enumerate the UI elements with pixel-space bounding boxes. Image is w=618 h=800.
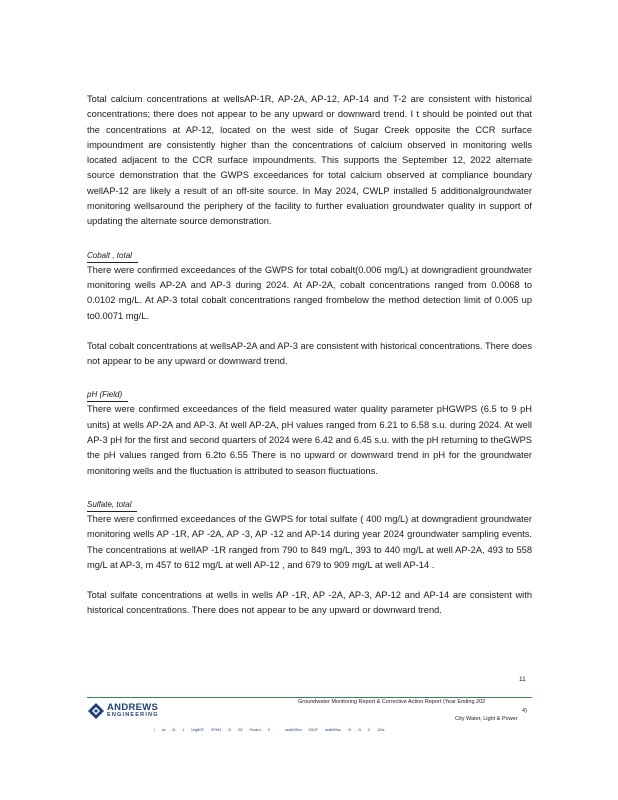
ph-heading: pH (Field) (87, 389, 128, 402)
report-title: Groundwater Monitoring Report & Corrective Action Report (Year Ending 202 (298, 699, 486, 705)
cobalt-paragraph: There were confirmed exceedances of the GWPS for total cobalt(0.006 mg/L) at downgradient groundwater monitoring wells AP-2A and AP-3 during 2024. At AP-2A, cobalt concentrations ranged from 0.0068 to 0.0102 mg/L. At AP-3 total cobalt concentrations ranged frombelow the method detection limit of 0.005 up to0.0071 mg/L. (87, 264, 532, 321)
calcium-paragraph: Total calcium concentrations at wellsAP-1R, AP-2A, AP-12, AP-14 and T-2 are consistent with historical concentrations; there does not appear to be any upward or downward trend. I t should be pointed out that the concentrations at AP-12, located on the west side of Sugar Creek opposite the CCR surface impoundment are consistently higher than the concentrations of calcium observed in monitoring wells located adjacent to the CCR surface impoundments. This supports the September 12, 2022 alternate source demonstration that the GWPS exceedances for total calcium observed at compliance boundary wellAP-12 are likely a result of an off-site source. In May 2024, CWLP installed 5 additionalgroundwater monitoring wellsaround the periphery of the facility to further evaluation groundwater quality in support of updating the alternate source demonstration. (87, 94, 532, 227)
footer-rule (87, 697, 532, 698)
diamond-logo-icon (88, 703, 104, 719)
sulfate-trend-paragraph: Total sulfate concentrations at wells in wells AP -1R, AP -2A, AP-3, AP-12 and AP-14 are consistent with historical concentrations. There does not appear to be any upward or downward trend. (87, 590, 532, 616)
company-logo (88, 702, 168, 720)
ph-paragraph: There were confirmed exceedances of the field measured water quality parameter pHGWPS (6.5 to 9 pH units) at wells AP-2A and AP-3. At well AP-2A, pH values ranged from 6.21 to 6.58 s.u. during 2024. At well AP-3 pH for the first and second quarters of 2024 were 6.42 and 6.45 s.u. with the pH returning to theGWPS the pH values ranged from 6.2to 6.55 There is no upward or downward trend in pH for the groundwater monitoring wells and the fluctuation is attributed to season fluctuations. (87, 404, 532, 476)
report-body (87, 92, 532, 619)
page-number: 11 (519, 676, 526, 683)
logo-wordmark-bottom: ENGINEERING (107, 712, 159, 718)
cobalt-heading: Cobalt , total (87, 250, 138, 263)
sulfate-heading: Sulfate, total (87, 499, 137, 512)
client-name: City Water, Light & Power (455, 716, 518, 722)
contact-line: l ad (6 1 Ung8GF SP#94 I3 I32 Rnuld-rl fl - rau8e9Seu G5GF rau8e9Seu I9 I3 Z -I2Ja (154, 728, 385, 732)
cobalt-trend-paragraph: Total cobalt concentrations at wellsAP-2A and AP-3 are consistent with historical concentrations. There does not appear to be any upward or downward trend. (87, 340, 532, 367)
logo-wordmark-top: ANDREWS (107, 702, 159, 713)
report-title-suffix: 4) (522, 708, 527, 714)
sulfate-paragraph: There were confirmed exceedances of the GWPS for total sulfate ( 400 mg/L) at downgradient groundwater monitoring wells AP -1R, AP -2A, AP -3, AP -12 and AP-14 during year 2024 groundwater sampling events. The concentrations at wellAP -1R ranged from 790 to 849 mg/L, 393 to 440 mg/L at well AP-2A, 493 to 558 mg/L at AP-3, m 457 to 612 mg/L at well AP-12 , and 679 to 909 mg/L at well AP-14 . (87, 513, 532, 570)
